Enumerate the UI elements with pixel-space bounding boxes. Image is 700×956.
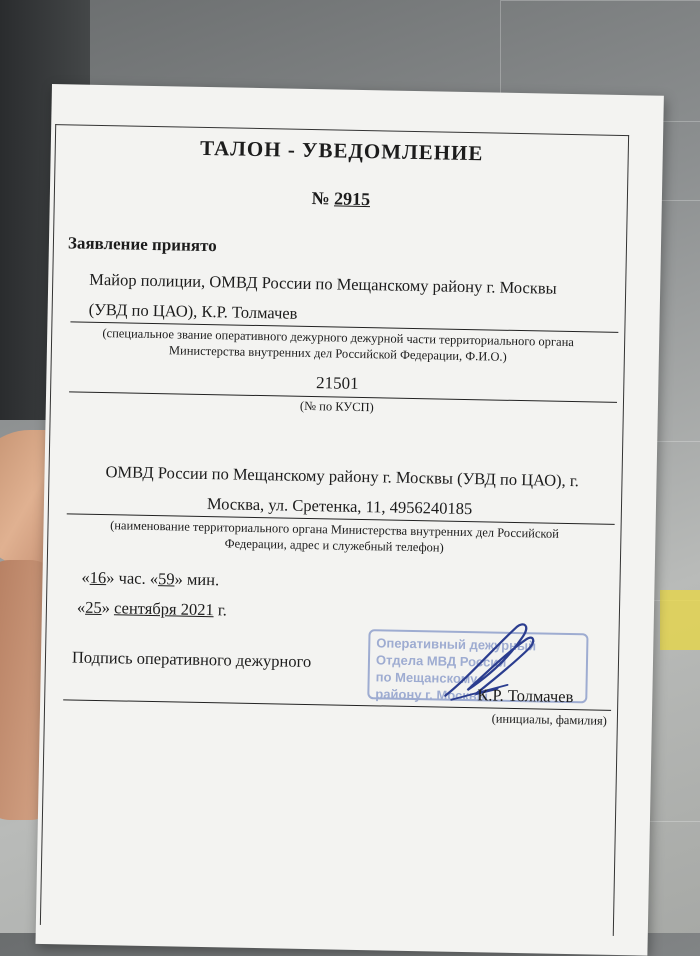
stamp-line-2: Отдела МВД России [375, 652, 507, 670]
notification-form [40, 124, 629, 936]
hour-value: 16 [89, 567, 107, 588]
officer-caption-line-2: Министерства внутренних дел Российской Федерации, Ф.И.О.) [168, 343, 507, 364]
statement-label: Заявление принято [67, 233, 217, 256]
background-yellow-object [660, 590, 700, 650]
organ-line-1: ОМВД России по Мещанскому району г. Москвы (УВД по ЦАО), г. [105, 462, 580, 491]
signer-name: К.Р. Толмачев [477, 685, 574, 707]
paper-sheet [35, 84, 663, 956]
time-line [81, 568, 219, 591]
kusp-number: 21501 [315, 373, 359, 393]
organ-caption-line-2: Федерации, адрес и служебный телефон) [224, 536, 444, 555]
month-year-value: сентября 2021 [113, 598, 214, 620]
minute-suffix: » мин. [174, 569, 220, 590]
stamp-line-4: району г. Москвы [375, 686, 489, 704]
stamp-line-1: Оперативный дежурный [376, 635, 537, 654]
time-open: « [81, 567, 90, 587]
date-open: « [76, 597, 86, 617]
hour-suffix: » час. « [106, 568, 159, 589]
officer-line-1: Майор полиции, ОМВД России по Мещанскому району г. Москвы [89, 269, 557, 298]
form-number [55, 183, 627, 215]
number-value: 2915 [333, 188, 371, 210]
signer-caption: (инициалы, фамилия) [491, 711, 608, 728]
officer-caption-line-1: (специальное звание оперативного дежурного дежурной части территориального органа [102, 326, 575, 350]
signature-label: Подпись оперативного дежурного [71, 647, 312, 672]
year-suffix: г. [213, 600, 228, 620]
officer-line-2: (УВД по ЦАО), К.Р. Толмачев [88, 299, 298, 323]
date-line [77, 598, 227, 621]
organ-line-2: Москва, ул. Сретенка, 11, 4956240185 [206, 494, 473, 519]
kusp-caption: (№ по КУСП) [299, 398, 374, 415]
day-close: » [101, 598, 115, 618]
form-title: ТАЛОН - УВЕДОМЛЕНИЕ [199, 135, 484, 166]
minute-value: 59 [157, 569, 175, 589]
number-prefix: № [311, 188, 330, 209]
stamp-line-3: по Мещанскому [375, 669, 478, 687]
day-value: 25 [85, 597, 102, 618]
organ-caption-line-1: (наименование территориального органа Министерства внутренних дел Российской [110, 518, 559, 541]
